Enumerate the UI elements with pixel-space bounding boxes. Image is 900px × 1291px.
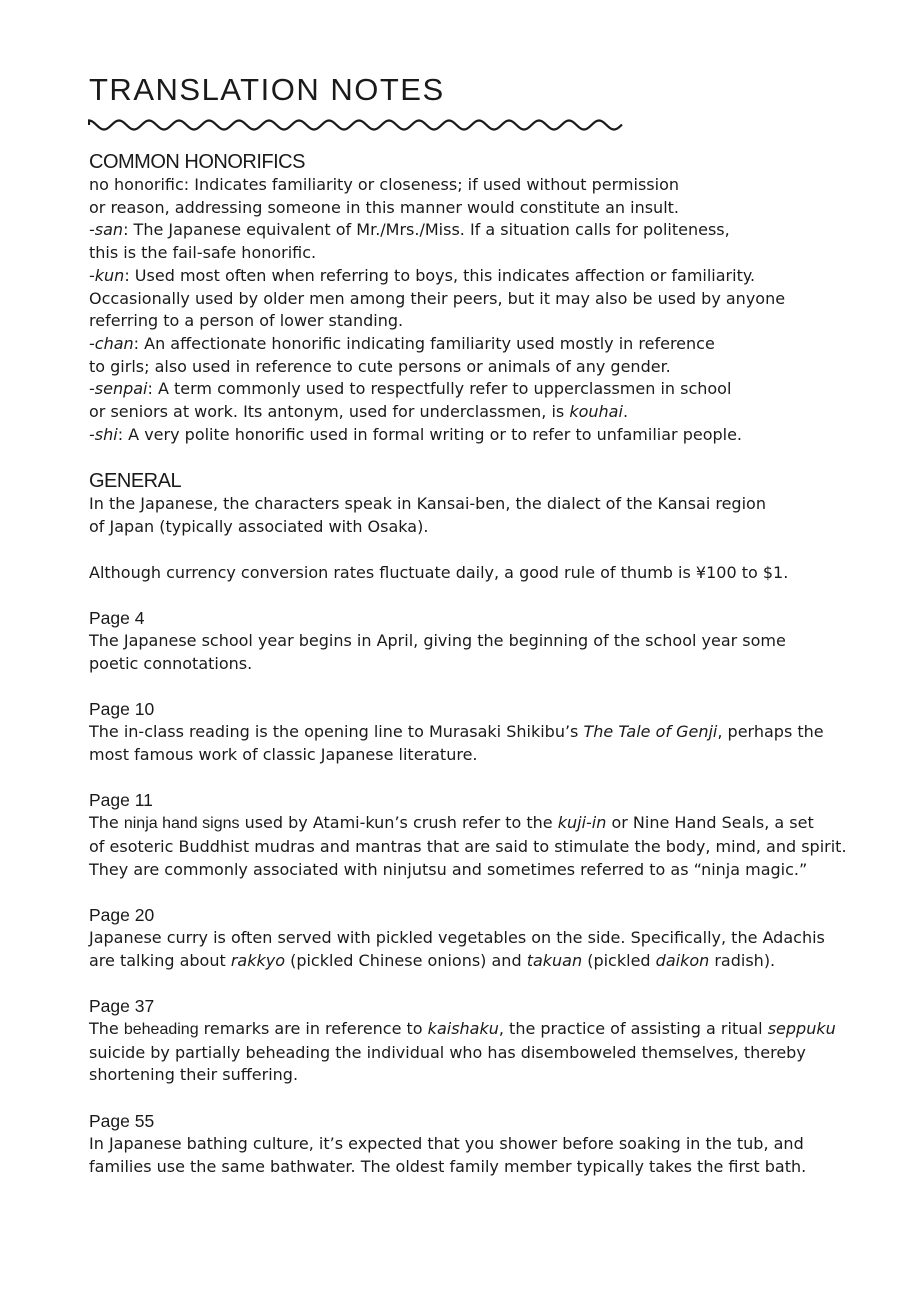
honorifics-heading: COMMON HONORIFICS [89,151,305,173]
general-heading: GENERAL [89,470,182,493]
honorific-term: -shi [89,424,118,444]
notes-content: COMMON HONORIFICS no honorific: Indicates familiarity or closeness; if used without permission or reason, addressing someone in this manner would constitute an insult. -san: The Japanese equivalent of Mr./Mrs./Miss. If a situation calls for politeness, this is the fail-safe honorific. -kun: Used most often when referring to boys, this indicates affection or familiarity. Occasionally used by older men among their peers, but it may also be used by anyone referring to a person of lower standing. -chan: An affectionate honorific indicating familiarity used mostly in reference to girls; also used in reference to cute persons or animals of any gender. -senpai: A term commonly used to respectfully refer to upperclassmen in school or seniors at work. Its antonym, used for underclassmen, is kouhai. -shi: A very polite honorific used in formal writing or to refer to unfamiliar people. GENERAL In the Japanese, the characters speak in Kansai-ben, the dialect of the Kansai region of Japan (typically associated with Osaka). Although currency conversion rates fluctuate daily, a good rule of thumb is ¥100 to $1. Page 4 The Japanese school year begins in April, giving the beginning of the school year some poetic connotations. Page 10 The in-class reading is the opening line to Murasaki Shikibu’s The Tale of Genji, perhaps the most famous work of classic Japanese literature. Page 11 The ninja hand signs used by Atami-kun’s crush refer to the kuji-in or Nine Hand Seals, a set of esoteric Buddhist mudras and mantras that are said to stimulate the body, mind, and spirit. They are commonly associated with ninjutsu and sometimes referred to as “ninja magic.” Page 20 Japanese curry is often served with pickled vegetables on the side. Specifically, the Adachis are talking about rakkyo (pickled Chinese onions) and takuan (pickled daikon radish). Page 37 The beheading remarks are in reference to kaishaku, the practice of assisting a ritual seppuku suicide by partially beheading the individual who has disemboweled themselves, thereby shortening their suffering. Page 55 In Japanese bathing culture, it’s expected that you shower before soaking in the tub, and families use the same bathwater. The oldest family member typically takes the first bath. [89,150,849,1178]
note-page-4-heading: Page 4 [89,607,145,628]
honorific-kun: -kun: Used most often when referring to boys, this indicates affection or familiarity. Occasionally used by older men among their peers, but it may also be used by anyone referring to a person of lower standing. [89,265,786,331]
note-page-11-text: The ninja hand signs used by Atami-kun’s crush refer to the kuji-in or Nine Hand Seals, a set [89,813,814,833]
note-page-10-heading: Page 10 [89,699,155,720]
honorific-no-honorific: no honorific: Indicates familiarity or closeness; if used without permission or reason, addressing someone in this manner would constitute an insult. [89,175,680,217]
note-page-37-heading: Page 37 [89,996,155,1016]
note-page-20-text: Japanese curry is often served with pickled vegetables on the side. Specifically, the Adachis [89,927,825,947]
honorific-senpai: -senpai: A term commonly used to respectfully refer to upperclassmen in school or seniors at work. Its antonym, used for underclassmen, is kouhai. [89,379,732,422]
general-paragraph: In the Japanese, the characters speak in Kansai-ben, the dialect of the Kansai region [89,494,766,514]
note-page-37-text: The beheading remarks are in reference to kaishaku, the practice of assisting a ritual seppuku [89,1019,836,1038]
page-title: TRANSLATION NOTES [89,72,445,107]
note-page-4-text: The Japanese school year begins in April, giving the beginning of the school year some [89,630,786,650]
note-page-55-heading: Page 55 [89,1110,155,1131]
honorific-term: -san [89,220,124,240]
wavy-divider [88,116,624,134]
honorific-term: -senpai [89,379,148,399]
note-page-11-heading: Page 11 [89,790,153,811]
honorific-shi: -shi: A very polite honorific used in formal writing or to refer to unfamiliar people. [89,424,743,444]
honorific-term: no honorific [89,175,184,194]
honorific-term: -chan [89,333,134,353]
note-page-10-text: The in-class reading is the opening line to Murasaki Shikibu’s The Tale of Genji, perhaps the [89,722,824,742]
currency-note: Although currency conversion rates fluctuate daily, a good rule of thumb is ¥100 to $1. [89,562,789,582]
note-page-20-heading: Page 20 [89,904,155,925]
honorific-chan: -chan: An affectionate honorific indicating familiarity used mostly in reference to girls; also used in reference to cute persons or animals of any gender. [89,333,715,376]
honorific-san: -san: The Japanese equivalent of Mr./Mrs./Miss. If a situation calls for politeness, this is the fail-safe honorific. [89,220,730,263]
note-page-55-text: In Japanese bathing culture, it’s expected that you shower before soaking in the tub, and [89,1133,804,1153]
honorific-term: -kun [89,265,125,285]
